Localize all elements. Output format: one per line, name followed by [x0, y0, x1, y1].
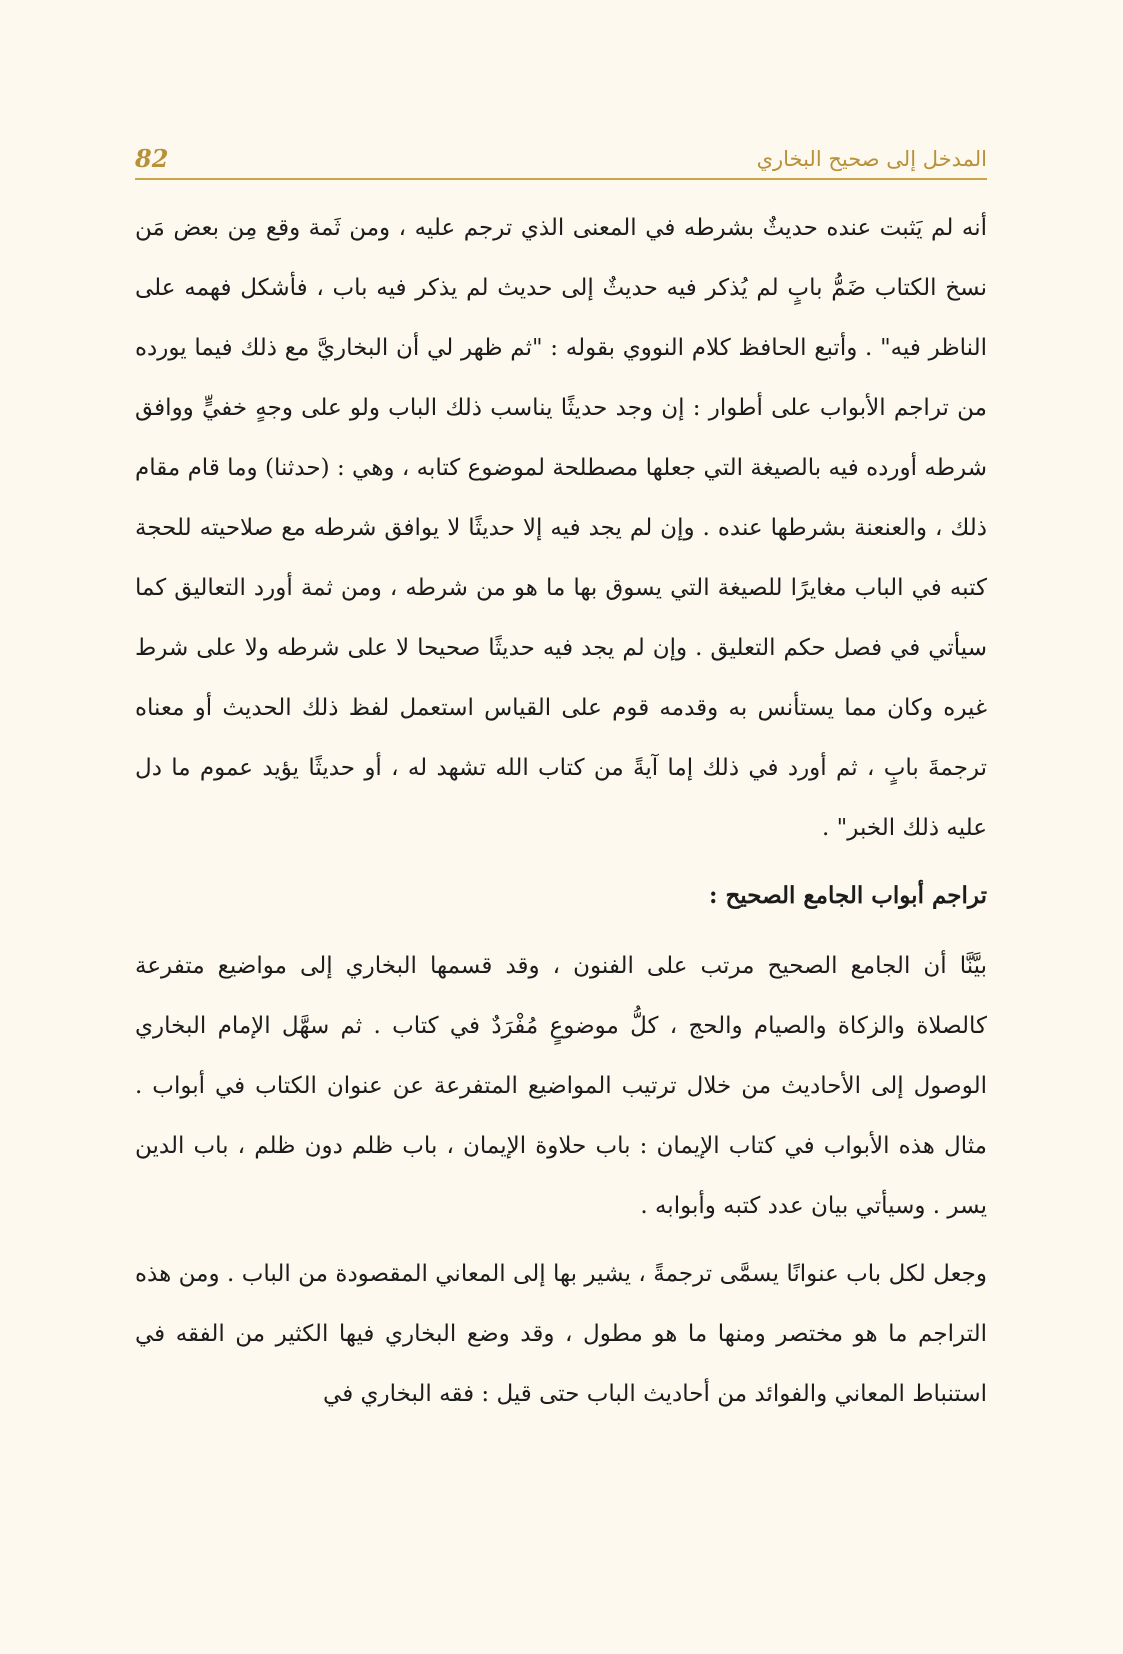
paragraph-books-division: بيَّنَّا أن الجامع الصحيح مرتب على الفنون ، وقد قسمها البخاري إلى مواضيع متفرعة كالصلاة والزكاة والصيام والحج ، كلُّ موضوعٍ مُفْرَدٌ في كتاب . ثم سهَّل الإمام البخاري الوصول إلى الأحاديث من خلال ترتيب المواضيع المتفرعة عن عنوان الكتاب في أبواب . مثال هذه الأبواب في كتاب الإيمان : باب حلاوة الإيمان ، باب ظلم دون ظلم ، باب الدين يسر . وسيأتي بيان عدد كتبه وأبوابه .: [135, 953, 987, 1219]
running-header: [135, 132, 987, 180]
paragraph-quote: أنه لم يَثبت عنده حديثٌ بشرطه في المعنى الذي ترجم عليه ، ومن ثَمة وقع مِن بعض مَن نسخ الكتاب ضَمُّ بابٍ لم يُذكر فيه حديثٌ إلى حديث لم يذكر فيه باب ، فأشكل فهمه على الناظر فيه" . وأتبع الحافظ كلام النووي بقوله : "ثم ظهر لي أن البخاريَّ مع ذلك فيما يورده من تراجم الأبواب على أطوار : إن وجد حديثًا يناسب ذلك الباب ولو على وجهٍ خفيٍّ ووافق شرطه أورده فيه بالصيغة التي جعلها مصطلحة لموضوع كتابه ، وهي : (حدثنا) وما قام مقام ذلك ، والعنعنة بشرطها عنده . وإن لم يجد فيه إلا حديثًا لا يوافق شرطه مع صلاحيته للحجة كتبه في الباب مغايرًا للصيغة التي يسوق بها ما هو من شرطه ، ومن ثمة أورد التعاليق كما سيأتي في فصل حكم التعليق . وإن لم يجد فيه حديثًا صحيحا لا على شرطه ولا على شرط غيره وكان مما يستأنس به وقدمه قوم على القياس استعمل لفظ ذلك الحديث أو معناه ترجمةَ بابٍ ، ثم أورد في ذلك إما آيةً من كتاب الله تشهد له ، أو حديثًا يؤيد عموم ما دل عليه ذلك الخبر" .: [135, 215, 987, 841]
paragraph-chapter-titles: وجعل لكل باب عنوانًا يسمَّى ترجمةً ، يشير بها إلى المعاني المقصودة من الباب . ومن هذه التراجم ما هو مختصر ومنها ما هو مطول ، وقد وضع البخاري فيها الكثير من الفقه في استنباط المعاني والفوائد من أحاديث الباب حتى قيل : فقه البخاري في: [135, 1261, 987, 1407]
body-text: [135, 198, 987, 1424]
page-number: 82: [135, 144, 169, 173]
running-title: المدخل إلى صحيح البخاري: [756, 147, 987, 171]
section-heading: تراجم أبواب الجامع الصحيح :: [708, 882, 987, 909]
document-page: [135, 132, 987, 1424]
